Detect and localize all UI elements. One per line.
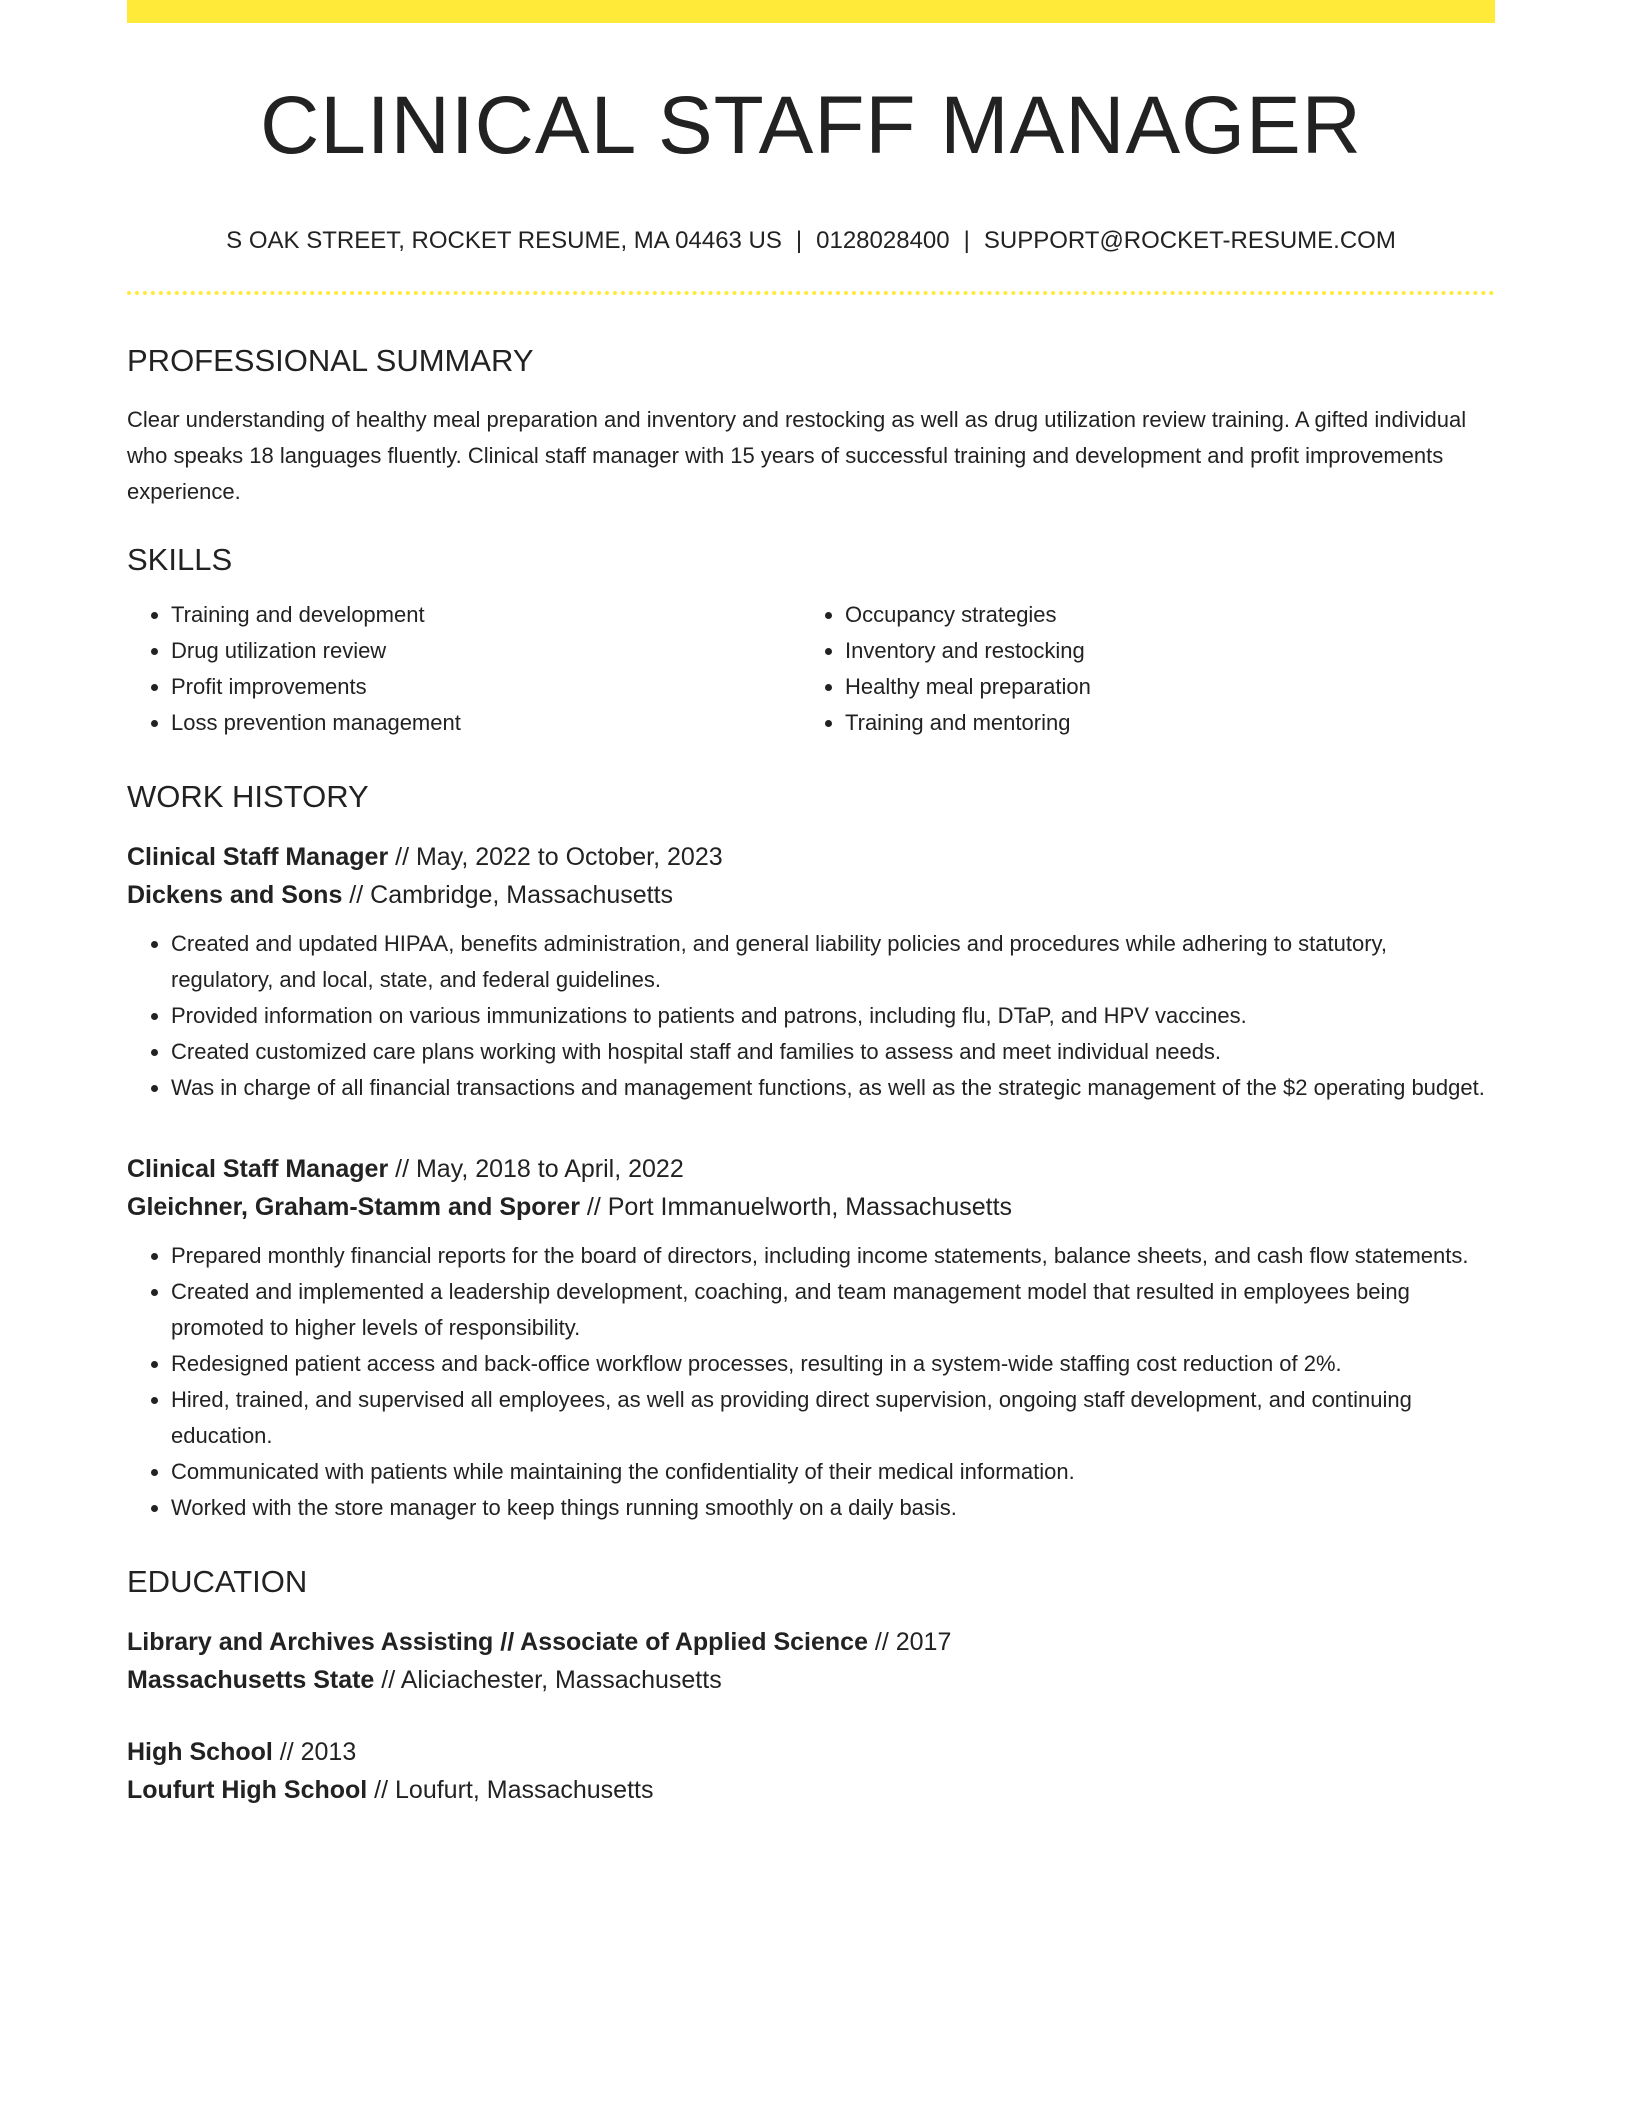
- job-bullet: • Created and implemented a leadership development, coaching, and team management model that resulted in employees being promoted to higher levels of responsibility.: [171, 1274, 1495, 1346]
- job-bullets: [127, 926, 1495, 1106]
- skill-item: • Occupancy strategies: [845, 597, 1475, 633]
- education-school-line: [127, 1771, 1495, 1809]
- skill-item: • Loss prevention management: [171, 705, 801, 741]
- job-dates: // May, 2018 to April, 2022: [388, 1155, 684, 1183]
- job-entry: [127, 1150, 1495, 1526]
- skills-heading: SKILLS: [127, 542, 233, 577]
- job-bullets: [127, 1238, 1495, 1526]
- education-location: // Aliciachester, Massachusetts: [374, 1666, 722, 1694]
- contact-email: SUPPORT@ROCKET-RESUME.COM: [983, 227, 1396, 254]
- education-degree: Library and Archives Assisting // Associate of Applied Science: [127, 1628, 868, 1656]
- job-bullet: • Created customized care plans working with hospital staff and families to assess and meet individual needs.: [171, 1034, 1495, 1070]
- job-location: // Cambridge, Massachusetts: [342, 881, 674, 909]
- education-heading: EDUCATION: [127, 1564, 308, 1599]
- job-bullet: • Was in charge of all financial transactions and management functions, as well as the strategic management of the $2 operating budget.: [171, 1070, 1495, 1106]
- contact-separator: |: [963, 227, 970, 254]
- skill-item: • Training and development: [171, 597, 801, 633]
- job-company: Dickens and Sons: [127, 881, 343, 909]
- contact-separator: |: [795, 227, 803, 254]
- contact-line: [127, 229, 1495, 253]
- job-company-line: [127, 876, 1495, 914]
- skills-column-left: [127, 597, 801, 741]
- skills-column-right: [801, 597, 1475, 741]
- skill-item: • Inventory and restocking: [845, 633, 1475, 669]
- skills-list: [127, 597, 1495, 741]
- work-history-heading: WORK HISTORY: [127, 779, 369, 814]
- candidate-title: CLINICAL STAFF MANAGER: [260, 80, 1362, 171]
- education-entry: [127, 1733, 1495, 1809]
- education-school: Loufurt High School: [127, 1776, 368, 1804]
- education-location: // Loufurt, Massachusetts: [367, 1776, 654, 1804]
- education-year: // 2017: [867, 1628, 952, 1656]
- summary-heading: PROFESSIONAL SUMMARY: [127, 343, 534, 378]
- education-degree-line: [127, 1623, 1495, 1661]
- job-entry: [127, 838, 1495, 1106]
- education-year: // 2013: [272, 1738, 357, 1766]
- contact-phone: 0128028400: [816, 227, 950, 254]
- top-accent-bar: [127, 0, 1495, 23]
- job-bullet: • Hired, trained, and supervised all employees, as well as providing direct supervision, ongoing staff development, and continuing education.: [171, 1382, 1495, 1454]
- contact-address: S OAK STREET, ROCKET RESUME, MA 04463 US: [226, 227, 782, 254]
- job-location: // Port Immanuelworth, Massachusetts: [579, 1193, 1013, 1221]
- skill-item: • Healthy meal preparation: [845, 669, 1475, 705]
- job-bullet: • Prepared monthly financial reports for the board of directors, including income statements, balance sheets, and cash flow statements.: [171, 1238, 1495, 1274]
- education-entry: [127, 1623, 1495, 1699]
- job-company: Gleichner, Graham-Stamm and Sporer: [127, 1193, 580, 1221]
- header-divider: [127, 291, 1495, 295]
- job-role-line: [127, 838, 1495, 876]
- job-bullet: • Redesigned patient access and back-office workflow processes, resulting in a system-wide staffing cost reduction of 2%.: [171, 1346, 1495, 1382]
- job-bullet: • Worked with the store manager to keep things running smoothly on a daily basis.: [171, 1490, 1495, 1526]
- job-company-line: [127, 1188, 1495, 1226]
- job-bullet: • Provided information on various immunizations to patients and patrons, including flu, DTaP, and HPV vaccines.: [171, 998, 1495, 1034]
- job-bullet: • Created and updated HIPAA, benefits administration, and general liability policies and procedures while adhering to statutory, regulatory, and local, state, and federal guidelines.: [171, 926, 1495, 998]
- job-bullet: • Communicated with patients while maintaining the confidentiality of their medical information.: [171, 1454, 1495, 1490]
- skill-item: • Drug utilization review: [171, 633, 801, 669]
- education-degree: High School: [127, 1738, 273, 1766]
- job-role: Clinical Staff Manager: [127, 1155, 389, 1183]
- job-role-line: [127, 1150, 1495, 1188]
- job-role: Clinical Staff Manager: [127, 843, 389, 871]
- education-degree-line: [127, 1733, 1495, 1771]
- job-dates: // May, 2022 to October, 2023: [388, 843, 723, 871]
- skill-item: • Profit improvements: [171, 669, 801, 705]
- education-school-line: [127, 1661, 1495, 1699]
- summary-text: Clear understanding of healthy meal preparation and inventory and restocking as well as drug utilization review training. A gifted individual who speaks 18 languages fluently. Clinical staff manager with 15 years of successful training and development and profit improvements experience.: [127, 407, 1467, 504]
- skill-item: • Training and mentoring: [845, 705, 1475, 741]
- resume-page: [127, 0, 1495, 1809]
- education-school: Massachusetts State: [127, 1666, 375, 1694]
